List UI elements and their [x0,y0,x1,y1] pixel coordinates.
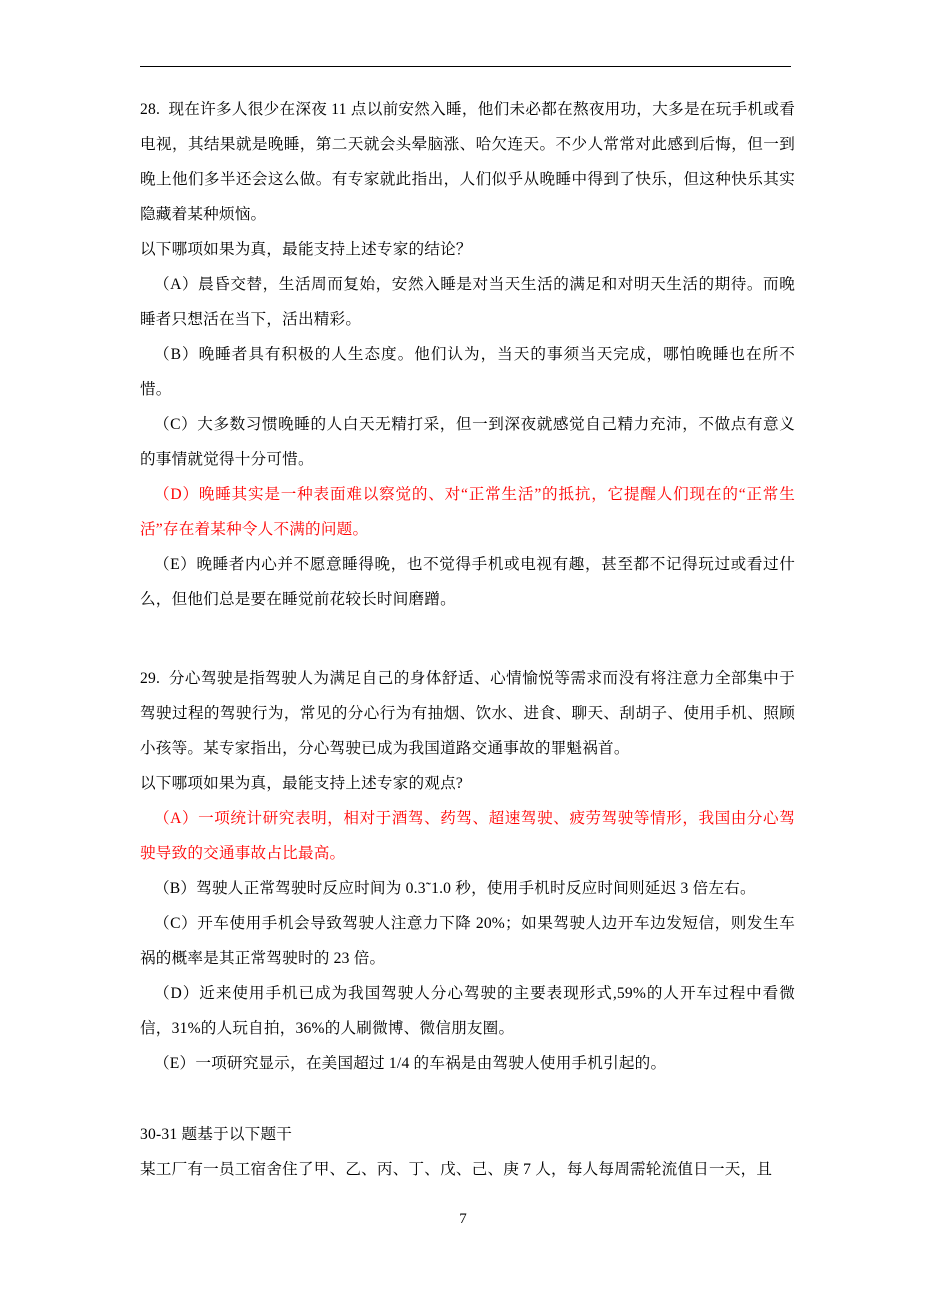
question-29-stem [140,661,795,766]
question-29-number: 29. [140,670,161,687]
question-28 [140,92,795,617]
question-28-option-e: （E）晚睡者内心并不愿意睡得晚，也不觉得手机或电视有趣，甚至都不记得玩过或看过什么，但他们总是要在睡觉前花较长时间磨蹭。 [140,556,795,608]
question-28-option-a: （A）晨昏交替，生活周而复始，安然入睡是对当天生活的满足和对明天生活的期待。而晚睡者只想活在当下，活出精彩。 [140,276,795,328]
page-number: 7 [459,1211,467,1227]
question-29-option-d: （D）近来使用手机已成为我国驾驶人分心驾驶的主要表现形式,59%的人开车过程中看微信，31%的人玩自拍，36%的人刷微博、微信朋友圈。 [140,985,795,1037]
question-29-option-b: （B）驾驶人正常驾驶时反应时间为 0.3˜1.0 秒，使用手机时反应时间则延迟 3 倍左右。 [154,880,756,897]
question-28-stem [140,92,795,232]
question-29 [140,661,795,1081]
question-29-option-e: （E）一项研究显示，在美国超过 1/4 的车祸是由驾驶人使用手机引起的。 [154,1055,667,1072]
spacer-before-group [140,1081,795,1117]
question-28-option-d: （D）晚睡其实是一种表面难以察觉的、对“正常生活”的抵抗，它提醒人们现在的“正常生活”存在着某种令人不满的问题。 [140,486,795,538]
question-28-stem-text: 现在许多人很少在深夜 11 点以前安然入睡，他们未必都在熬夜用功，大多是在玩手机或看电视，其结果就是晚睡，第二天就会头晕脑涨、哈欠连天。不少人常常对此感到后悔，但一到晚上他们多半还会这么做。有专家就此指出，人们似乎从晚睡中得到了快乐，但这种快乐其实隐藏着某种烦恼。 [140,101,795,223]
question-group-30-31 [140,1117,795,1187]
group-stem: 某工厂有一员工宿舍住了甲、乙、丙、丁、戊、己、庚 7 人，每人每周需轮流值日一天，且 [140,1161,773,1178]
page-content [140,92,795,1187]
question-29-option-c: （C）开车使用手机会导致驾驶人注意力下降 20%；如果驾驶人边开车边发短信，则发生车祸的概率是其正常驾驶时的 23 倍。 [140,915,795,967]
question-28-prompt: 以下哪项如果为真，最能支持上述专家的结论？ [140,241,472,258]
question-29-prompt: 以下哪项如果为真，最能支持上述专家的观点? [140,775,463,792]
question-29-stem-text: 分心驾驶是指驾驶人为满足自己的身体舒适、心情愉悦等需求而没有将注意力全部集中于驾驶过程的驾驶行为，常见的分心行为有抽烟、饮水、进食、聊天、刮胡子、使用手机、照顾小孩等。某专家指出，分心驾驶已成为我国道路交通事故的罪魁祸首。 [140,670,795,757]
group-header: 30-31 题基于以下题干 [140,1126,293,1143]
question-29-option-a: （A）一项统计研究表明，相对于酒驾、药驾、超速驾驶、疲劳驾驶等情形，我国由分心驾驶导致的交通事故占比最高。 [140,810,795,862]
question-28-option-b: （B）晚睡者具有积极的人生态度。他们认为，当天的事须当天完成，哪怕晚睡也在所不惜。 [140,346,795,398]
question-28-number: 28. [140,101,161,118]
question-28-option-c: （C）大多数习惯晚睡的人白天无精打采，但一到深夜就感觉自己精力充沛，不做点有意义的事情就觉得十分可惜。 [140,416,795,468]
spacer-between-questions [140,617,795,661]
header-divider [140,66,791,67]
